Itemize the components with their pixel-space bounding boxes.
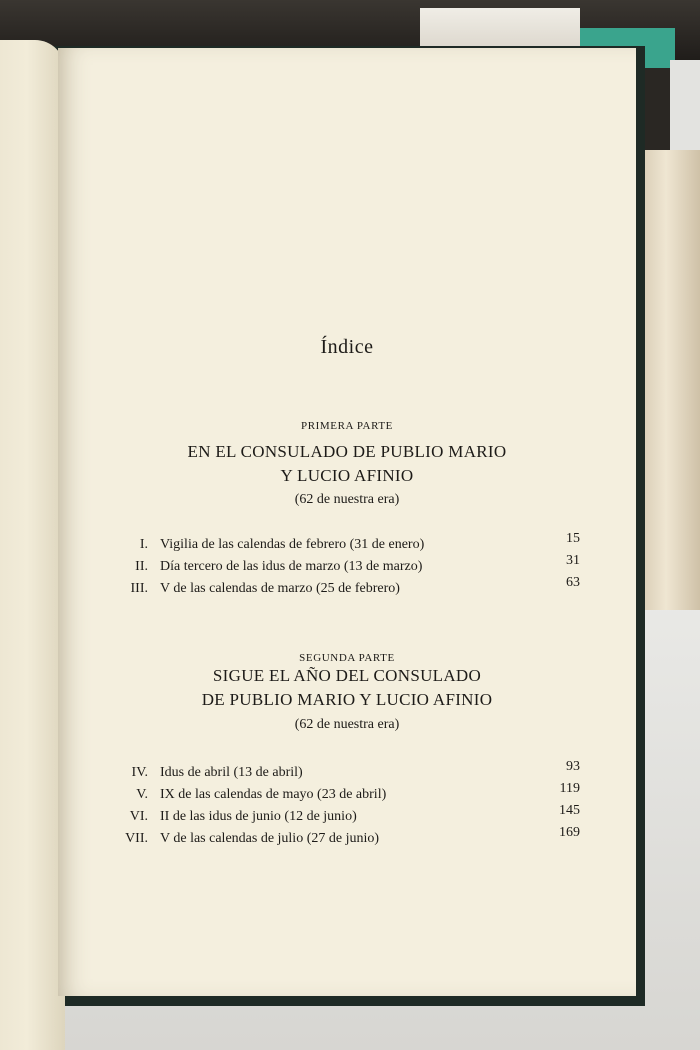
- part-title-line: SIGUE EL AÑO DEL CONSULADO: [212, 666, 482, 685]
- toc-entry: [120, 759, 580, 784]
- entry-number: VI.: [129, 809, 148, 824]
- part-note: (62 de nuestra era): [294, 492, 400, 507]
- toc-list: [120, 531, 580, 600]
- part-label: PRIMERA PARTE: [300, 420, 393, 432]
- entry-title: IX de las calendas de mayo (23 de abril): [160, 787, 387, 802]
- entry-number: I.: [139, 537, 148, 552]
- entry-page: 145: [559, 803, 580, 818]
- entry-page: 31: [566, 553, 580, 568]
- toc-list: [120, 759, 580, 850]
- entry-number: II.: [135, 559, 148, 574]
- toc-entry: [120, 803, 580, 828]
- entry-number: IV.: [131, 765, 148, 780]
- entry-title: V de las calendas de julio (27 de junio): [160, 831, 380, 846]
- entry-title: II de las idus de junio (12 de junio): [160, 809, 357, 824]
- entry-page: 119: [559, 781, 580, 796]
- entry-page: 63: [566, 575, 580, 590]
- part-title-line: Y LUCIO AFINIO: [280, 466, 414, 485]
- background-book-spine: [640, 150, 700, 610]
- entry-title: Idus de abril (13 de abril): [160, 765, 303, 780]
- toc-entry: [120, 531, 580, 556]
- entry-title: Día tercero de las idus de marzo (13 de marzo): [160, 559, 423, 574]
- part-label: SEGUNDA PARTE: [299, 652, 395, 664]
- entry-title: Vigilia de las calendas de febrero (31 de enero): [160, 537, 425, 552]
- book-page: [58, 48, 636, 996]
- entry-page: 93: [566, 759, 580, 774]
- toc-entry: [120, 825, 580, 850]
- entry-number: V.: [136, 787, 148, 802]
- part-title-line: EN EL CONSULADO DE PUBLIO MARIO: [187, 442, 507, 461]
- left-page-curl: [0, 40, 65, 1050]
- entry-page: 169: [559, 825, 580, 840]
- entry-title: V de las calendas de marzo (25 de febrero): [160, 581, 400, 596]
- toc-entry: [120, 575, 580, 600]
- entry-page: 15: [566, 531, 580, 546]
- entry-number: III.: [130, 581, 148, 596]
- page-heading: Índice: [320, 336, 374, 358]
- part-note: (62 de nuestra era): [294, 717, 400, 732]
- part-title-line: DE PUBLIO MARIO Y LUCIO AFINIO: [201, 690, 493, 709]
- toc-entry: [120, 781, 580, 806]
- entry-number: VII.: [125, 831, 148, 846]
- toc-entry: [120, 553, 580, 578]
